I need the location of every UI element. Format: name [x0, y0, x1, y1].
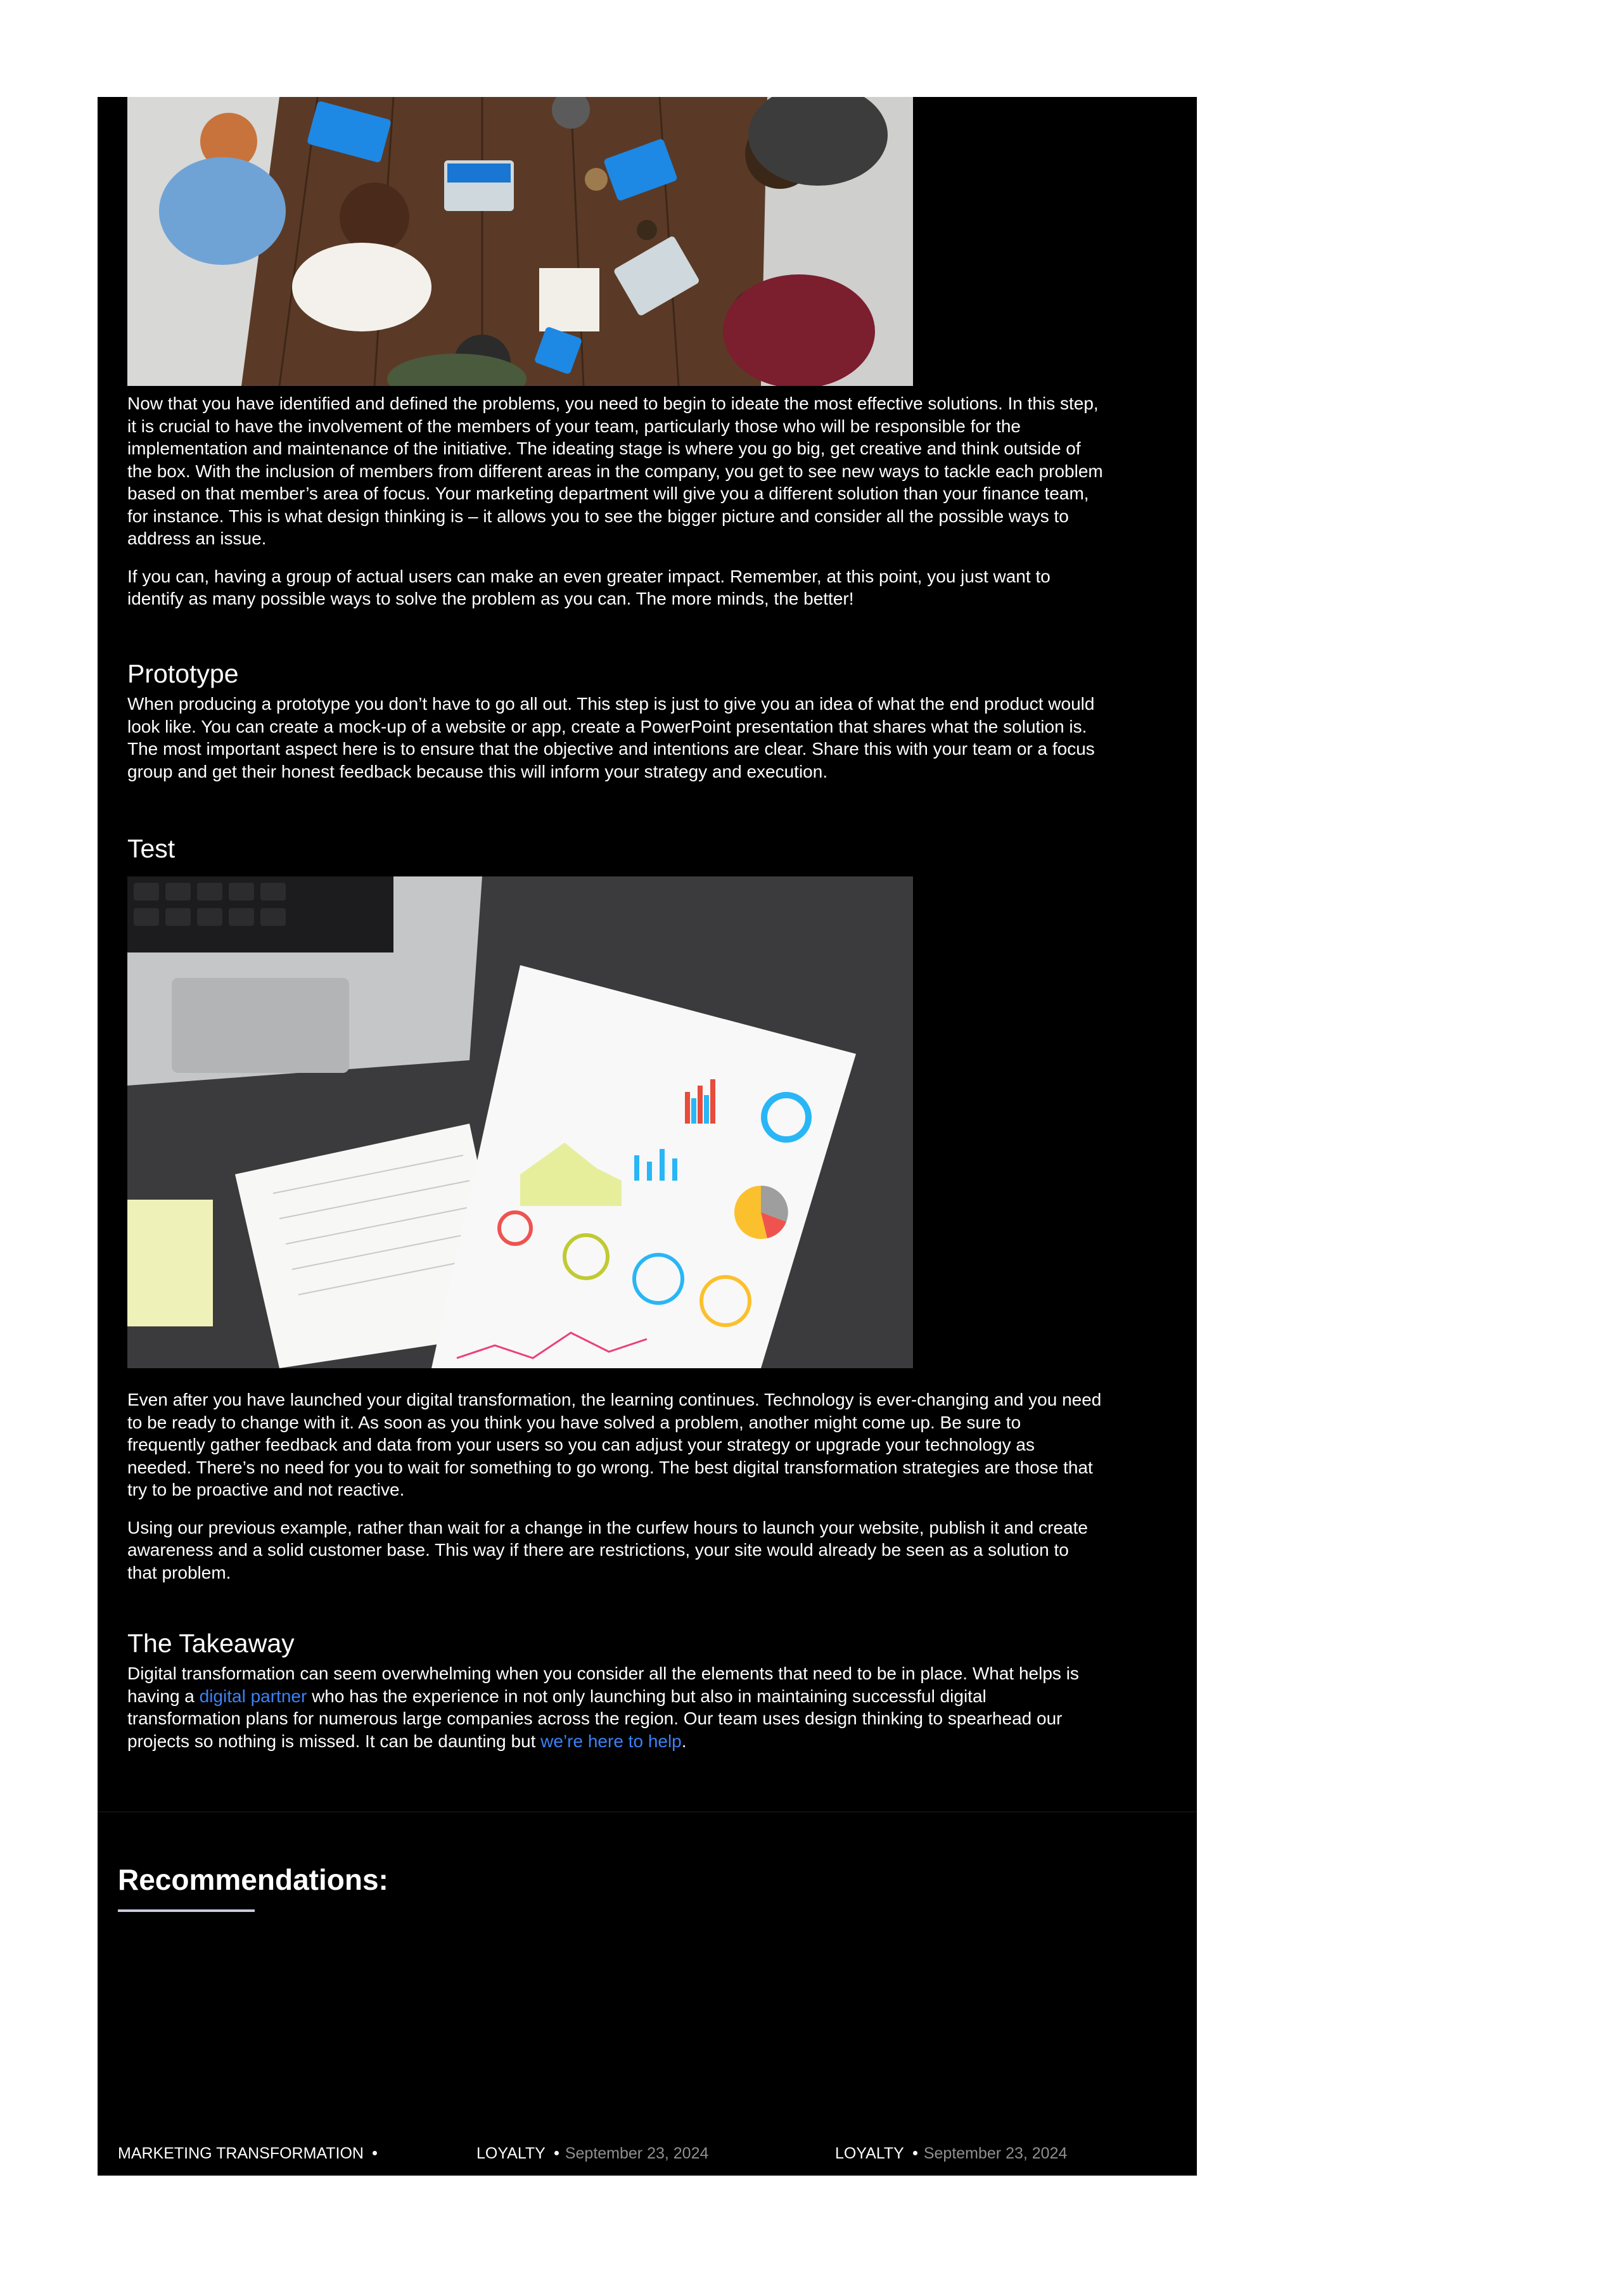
separator-dot-icon — [554, 2151, 559, 2155]
recommendation-date: September 23, 2024 — [565, 2145, 709, 2162]
test-section — [127, 833, 1103, 864]
team-meeting-photo — [127, 97, 913, 386]
analytics-report-photo — [127, 876, 913, 1368]
test-heading: Test — [127, 834, 176, 863]
takeaway-text-3: . — [681, 1731, 687, 1751]
takeaway-paragraph — [127, 1662, 1103, 1752]
recommendations-title: Recommendations: — [118, 1863, 388, 1896]
recommendation-category[interactable]: LOYALTY — [835, 2145, 904, 2162]
recommendations-section — [98, 1811, 1197, 2176]
here-to-help-link[interactable]: we’re here to help — [540, 1731, 682, 1751]
digital-partner-link[interactable]: digital partner — [199, 1686, 307, 1706]
recommendation-category[interactable]: MARKETING TRANSFORMATION — [118, 2145, 364, 2162]
prototype-paragraph: When producing a prototype you don’t have to go all out. This step is just to give you an idea of what the end product would look like. You can create a mock-up of a website or app, create a PowerPoint presentation that shares what the solution is. The most important aspect here is to ensure that the objective and intentions are clear. Share this with your team or a focus group and get their honest feedback because this will inform your strategy and execution. — [127, 694, 1095, 781]
separator-dot-icon — [373, 2151, 377, 2155]
recommendation-card-1[interactable] — [118, 2144, 383, 2163]
takeaway-text-1: Digital transformation can seem overwhelming when you consider all the elements that need to be in place. What helps is having a — [127, 1664, 1079, 1706]
ideate-paragraph-2: If you can, having a group of actual users can make an even greater impact. Remember, at this point, you just want to identify as many possible ways to solve the problem as you can. The more minds, the better! — [127, 566, 1050, 608]
article-body — [98, 97, 1197, 1811]
test-body — [127, 1389, 1103, 1584]
recommendation-category[interactable]: LOYALTY — [476, 2145, 546, 2162]
separator-dot-icon — [913, 2151, 917, 2155]
ideate-paragraph-1: Now that you have identified and defined the problems, you need to begin to ideate the most effective solutions. In this step, it is crucial to have the involvement of the members of your team, particularly those who will be responsible for the implementation and maintenance of the initiative. The ideating stage is where you go big, get creative and think outside of the box. With the inclusion of members from different areas in the company, you get to see new ways to tackle each problem based on that member’s area of focus. Your marketing department will give you a different solution than your finance team, for instance. This is what design thinking is – it allows you to see the bigger picture and consider all the possible ways to address an issue. — [127, 394, 1103, 548]
test-paragraph-1: Even after you have launched your digital transformation, the learning continues. Technology is ever-changing and you need to be ready to change with it. As soon as you think you have solved a problem, another might come up. Be sure to frequently gather feedback and data from your users so you can adjust your strategy or upgrade your technology as needed. There’s no need for you to wait for something to go wrong. The best digital transformation strategies are those that try to be proactive and not reactive. — [127, 1390, 1102, 1499]
takeaway-section — [127, 1627, 1103, 1752]
prototype-heading: Prototype — [127, 659, 239, 688]
recommendation-card-3[interactable] — [835, 2144, 1067, 2163]
recommendation-card-2[interactable] — [476, 2144, 708, 2163]
takeaway-heading: The Takeaway — [127, 1629, 295, 1658]
ideate-section — [127, 392, 1103, 610]
recommendations-underline — [118, 1909, 255, 1912]
recommendation-date: September 23, 2024 — [923, 2145, 1068, 2162]
takeaway-text-2: who has the experience in not only launching but also in maintaining successful digital transformation plans for numerous large companies across the region. Our team uses design thinking to spearhead our projects so nothing is missed. It can be daunting but — [127, 1686, 1063, 1751]
prototype-section — [127, 658, 1103, 783]
test-paragraph-2: Using our previous example, rather than wait for a change in the curfew hours to launch your website, publish it and create awareness and a solid customer base. This way if there are restrictions, your site would already be seen as a solution to that problem. — [127, 1517, 1088, 1582]
